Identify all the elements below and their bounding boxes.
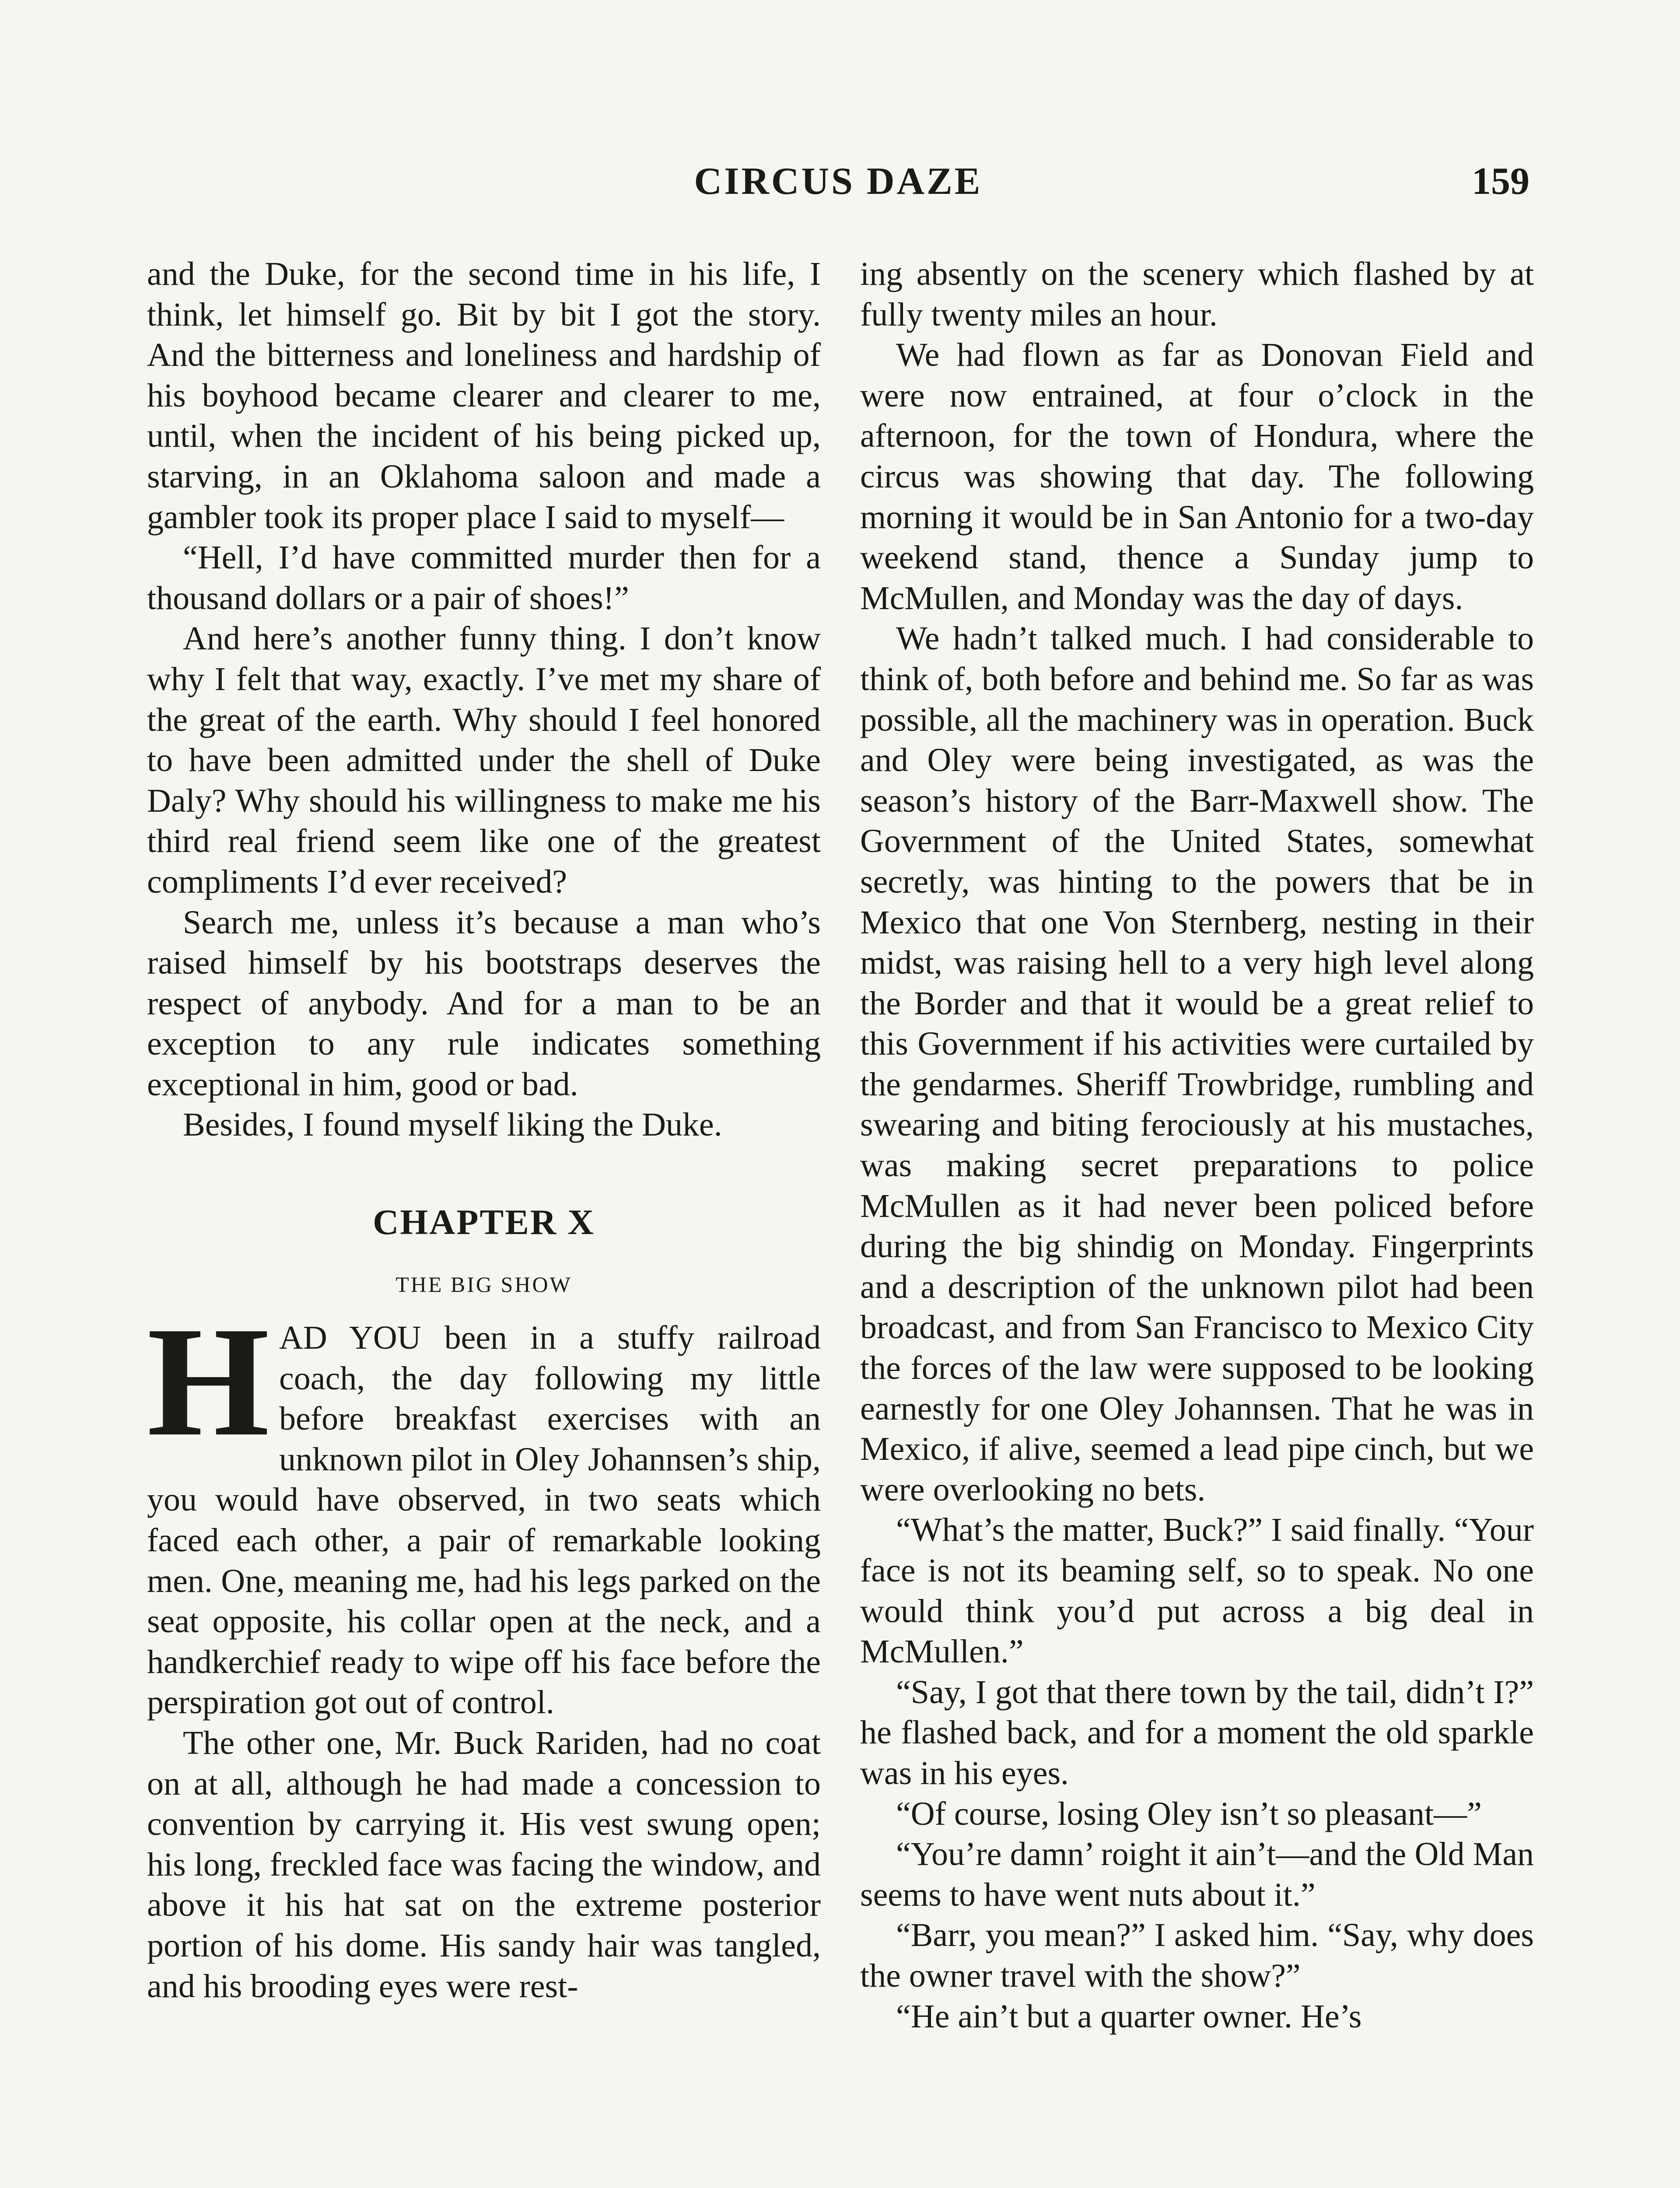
chapter-opening-paragraph [147,1294,821,1723]
paragraph: And here’s another funny thing. I don’t know why I felt that way, exactly. I’ve met my share of the great of the earth. Why should I feel honored to have been admitted under the shell of Duke Daly? Why should his willingness to make me his third real friend seem like one of the greatest compliments I’d ever received? [147,620,821,900]
paragraph: Search me, unless it’s because a man who’s raised himself by his bootstraps deserves the respect of anybody. And for a man to be an exception to any rule indicates something exceptional in him, good or bad. [147,904,821,1103]
running-title: CIRCUS DAZE [694,160,983,203]
right-column [860,254,1534,2037]
paragraph: ing absently on the scenery which flashed by at fully twenty miles an hour. [860,256,1534,333]
paragraph: “Of course, losing Oley isn’t so pleasant—” [896,1795,1482,1832]
drop-cap: H [147,1294,270,1469]
left-column [147,254,821,2006]
paragraph: Besides, I found myself liking the Duke. [183,1106,722,1143]
page-number: 159 [1472,160,1530,203]
paragraph: “He ain’t but a quarter owner. He’s [896,1998,1362,2035]
opening-text: AD YOU been in a stuffy railroad coach, the day following my little before breakfast exercises with an unknown pilot in Oley Johannsen’s ship, you would have observed, in two seats which faced each other, a pair of remarkable looking men. One, meaning me, had his legs parked on the seat opposite, his collar open at the neck, and a handkerchief ready to wipe off his face before the perspiration got out of control. [147,1319,821,1721]
chapter-title: THE BIG SHOW [396,1272,572,1297]
paragraph: “Barr, you mean?” I asked him. “Say, why does the owner travel with the show?” [860,1917,1534,1994]
paragraph: “You’re damn’ roight it ain’t—and the Old Man seems to have went nuts about it.” [860,1836,1534,1913]
paragraph: “Hell, I’d have committed murder then for a thousand dollars or a pair of shoes!” [147,539,821,617]
running-head [147,158,1530,206]
paragraph: We hadn’t talked much. I had considerable to think of, both before and behind me. So far as was possible, all the machinery was in operation. Buck and Oley were being investigated, as was the season’s history of the Barr-Maxwell show. The Government of the United States, somewhat secretly, was hinting to the powers that be in Mexico that one Von Sternberg, nesting in their midst, was raising hell to a very high level along the Border and that it would be a great relief to this Government if his activities were curtailed by the gendarmes. Sheriff Trowbridge, rumbling and swearing and biting ferociously at his mustaches, was making secret preparations to police McMullen as it had never been policed before during the big shindig on Monday. Fingerprints and a description of the unknown pilot had been broadcast, and from San Francisco to Mexico City the forces of the law were supposed to be looking earnestly for one Oley Johannsen. That he was in Mexico, if alive, seemed a lead pipe cinch, but we were overlooking no bets. [860,620,1534,1508]
paragraph: and the Duke, for the second time in his life, I think, let himself go. Bit by bit I got the story. And the bitterness and loneliness and hardship of his boyhood became clearer and clearer to me, until, when the incident of his being picked up, starving, in an Oklahoma saloon and made a gambler took its proper place I said to myself— [147,256,821,536]
paragraph: “What’s the matter, Buck?” I said finally. “Your face is not its beaming self, so to speak. No one would think you’d put across a big deal in McMullen.” [860,1511,1534,1670]
paragraph: “Say, I got that there town by the tail, didn’t I?” he flashed back, and for a moment the old sparkle was in his eyes. [860,1673,1534,1792]
paragraph: The other one, Mr. Buck Rariden, had no coat on at all, although he had made a concession to convention by carrying it. His vest swung open; his long, freckled face was facing the window, and above it his hat sat on the extreme posterior portion of his dome. His sandy hair was tangled, and his brooding eyes were rest- [147,1725,821,2005]
paragraph: We had flown as far as Donovan Field and were now entrained, at four o’clock in the afternoon, for the town of Hondura, where the circus was showing that day. The following morning it would be in San Antonio for a two-day weekend stand, thence a Sunday jump to McMullen, and Monday was the day of days. [860,337,1534,617]
chapter-number: CHAPTER X [373,1202,595,1242]
